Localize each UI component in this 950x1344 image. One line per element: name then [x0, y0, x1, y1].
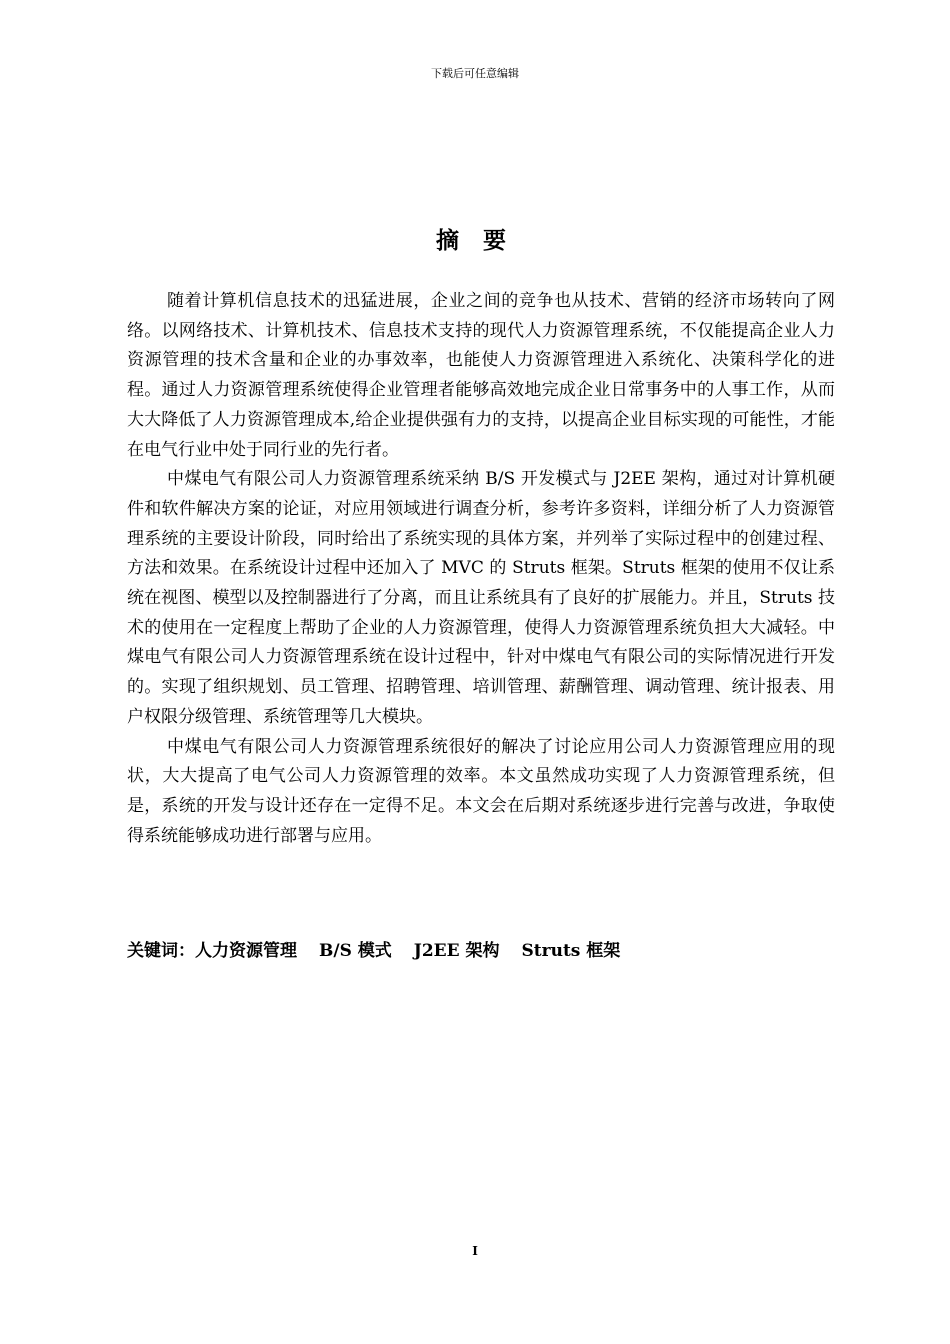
keyword-item: B/S 模式	[319, 941, 392, 961]
page-number: I	[472, 1244, 478, 1258]
keywords-label: 关键词：	[127, 941, 195, 961]
abstract-paragraph-2: 中煤电气有限公司人力资源管理系统采纳 B/S 开发模式与 J2EE 架构，通过对计算机硬件和软件解决方案的论证，对应用领域进行调查分析，参考许多资料，详细分析了人力资源管理系统的主要设计阶段，同时给出了系统实现的具体方案，并列举了实际过程中的创建过程、方法和效果。在系统设计过程中还加入了 MVC 的 Struts 框架。Struts 框架的使用不仅让系统在视图、模型以及控制器进行了分离，而且让系统具有了良好的扩展能力。并且，Struts 技术的使用在一定程度上帮助了企业的人力资源管理，使得人力资源管理系统负担大大减轻。中煤电气有限公司人力资源管理系统在设计过程中，针对中煤电气有限公司的实际情况进行开发的。实现了组织规划、员工管理、招聘管理、培训管理、薪酬管理、调动管理、统计报表、用户权限分级管理、系统管理等几大模块。	[127, 469, 835, 727]
keyword-item: Struts 框架	[521, 941, 621, 961]
abstract-paragraph-3: 中煤电气有限公司人力资源管理系统很好的解决了讨论应用公司人力资源管理应用的现状，大大提高了电气公司人力资源管理的效率。本文虽然成功实现了人力资源管理系统，但是，系统的开发与设计还存在一定得不足。本文会在后期对系统逐步进行完善与改进，争取使得系统能够成功进行部署与应用。	[127, 736, 835, 846]
abstract-paragraph-1: 随着计算机信息技术的迅猛进展，企业之间的竞争也从技术、营销的经济市场转向了网络。以网络技术、计算机技术、信息技术支持的现代人力资源管理系统，不仅能提高企业人力资源管理的技术含量和企业的办事效率，也能使人力资源管理进入系统化、决策科学化的进程。通过人力资源管理系统使得企业管理者能够高效地完成企业日常事务中的人事工作，从而大大降低了人力资源管理成本,给企业提供强有力的支持，以提高企业目标实现的可能性，才能在电气行业中处于同行业的先行者。	[127, 291, 835, 460]
keyword-item: 人力资源管理	[195, 941, 297, 961]
keywords-line	[127, 937, 835, 965]
abstract-title: 摘 要	[435, 228, 514, 254]
header-note: 下载后可任意编辑	[431, 67, 519, 80]
keyword-item: J2EE 架构	[413, 941, 500, 961]
abstract-body	[127, 287, 835, 851]
